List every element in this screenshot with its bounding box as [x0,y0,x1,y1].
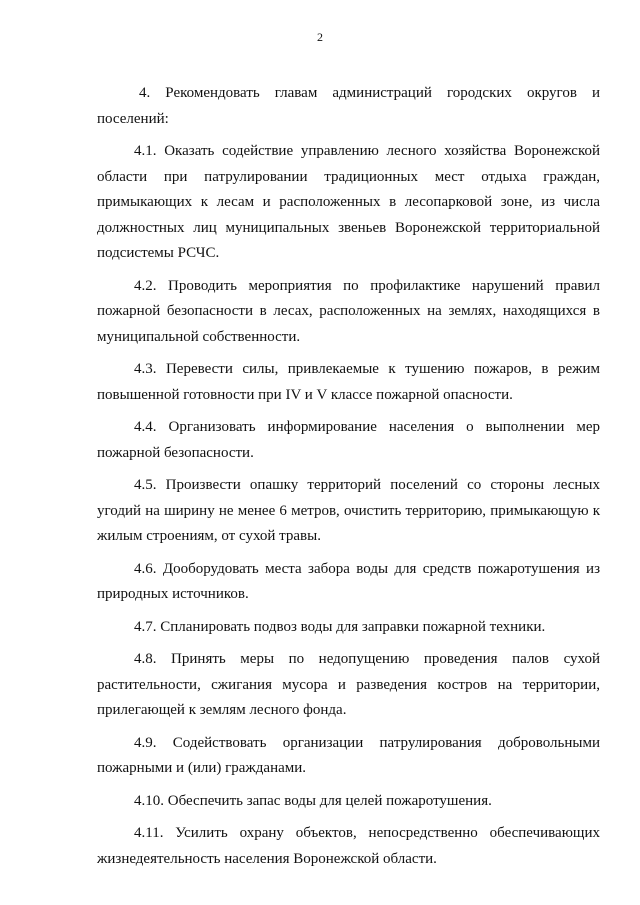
paragraph-4-4: 4.4. Организовать информирование населения о выполнении мер пожарной безопасности. [97,419,600,461]
paragraph-4-5: 4.5. Произвести опашку территорий поселений со стороны лесных угодий на ширину не менее 6 метров, очистить территорию, примыкающую к жилым строениям, от сухой травы. [97,477,600,544]
paragraph-4-11: 4.11. Усилить охрану объектов, непосредственно обеспечивающих жизнедеятельность населения Воронежской области. [97,825,600,867]
paragraph-4-3: 4.3. Перевести силы, привлекаемые к тушению пожаров, в режим повышенной готовности при IV и V классе пожарной опасности. [97,361,600,403]
paragraph-4-6: 4.6. Дооборудовать места забора воды для средств пожаротушения из природных источников. [97,560,600,602]
paragraph-4-9: 4.9. Содействовать организации патрулирования добровольными пожарными и (или) гражданами. [97,734,600,776]
paragraph-4-8: 4.8. Принять меры по недопущению проведения палов сухой растительности, сжигания мусора и разведения костров на территории, прилегающей к землям лесного фонда. [97,651,600,718]
paragraph-4-1: 4.1. Оказать содействие управлению лесного хозяйства Воронежской области при патрулировании традиционных мест отдыха граждан, примыкающих к лесам и расположенных в лесопарковой зоне, из числа должностных лиц муниципальных звеньев Воронежской территориальной подсистемы РСЧС. [97,143,600,261]
document-body [97,81,600,879]
paragraph-4-2: 4.2. Проводить мероприятия по профилактике нарушений правил пожарной безопасности в лесах, расположенных на землях, находящихся в муниципальной собственности. [97,277,600,345]
paragraph-4-10: 4.10. Обеспечить запас воды для целей пожаротушения. [134,792,492,809]
page-number: 2 [317,30,323,44]
paragraph-4-7: 4.7. Спланировать подвоз воды для заправки пожарной техники. [134,618,546,635]
paragraph-4: 4. Рекомендовать главам администраций городских округов и поселений: [97,85,600,127]
